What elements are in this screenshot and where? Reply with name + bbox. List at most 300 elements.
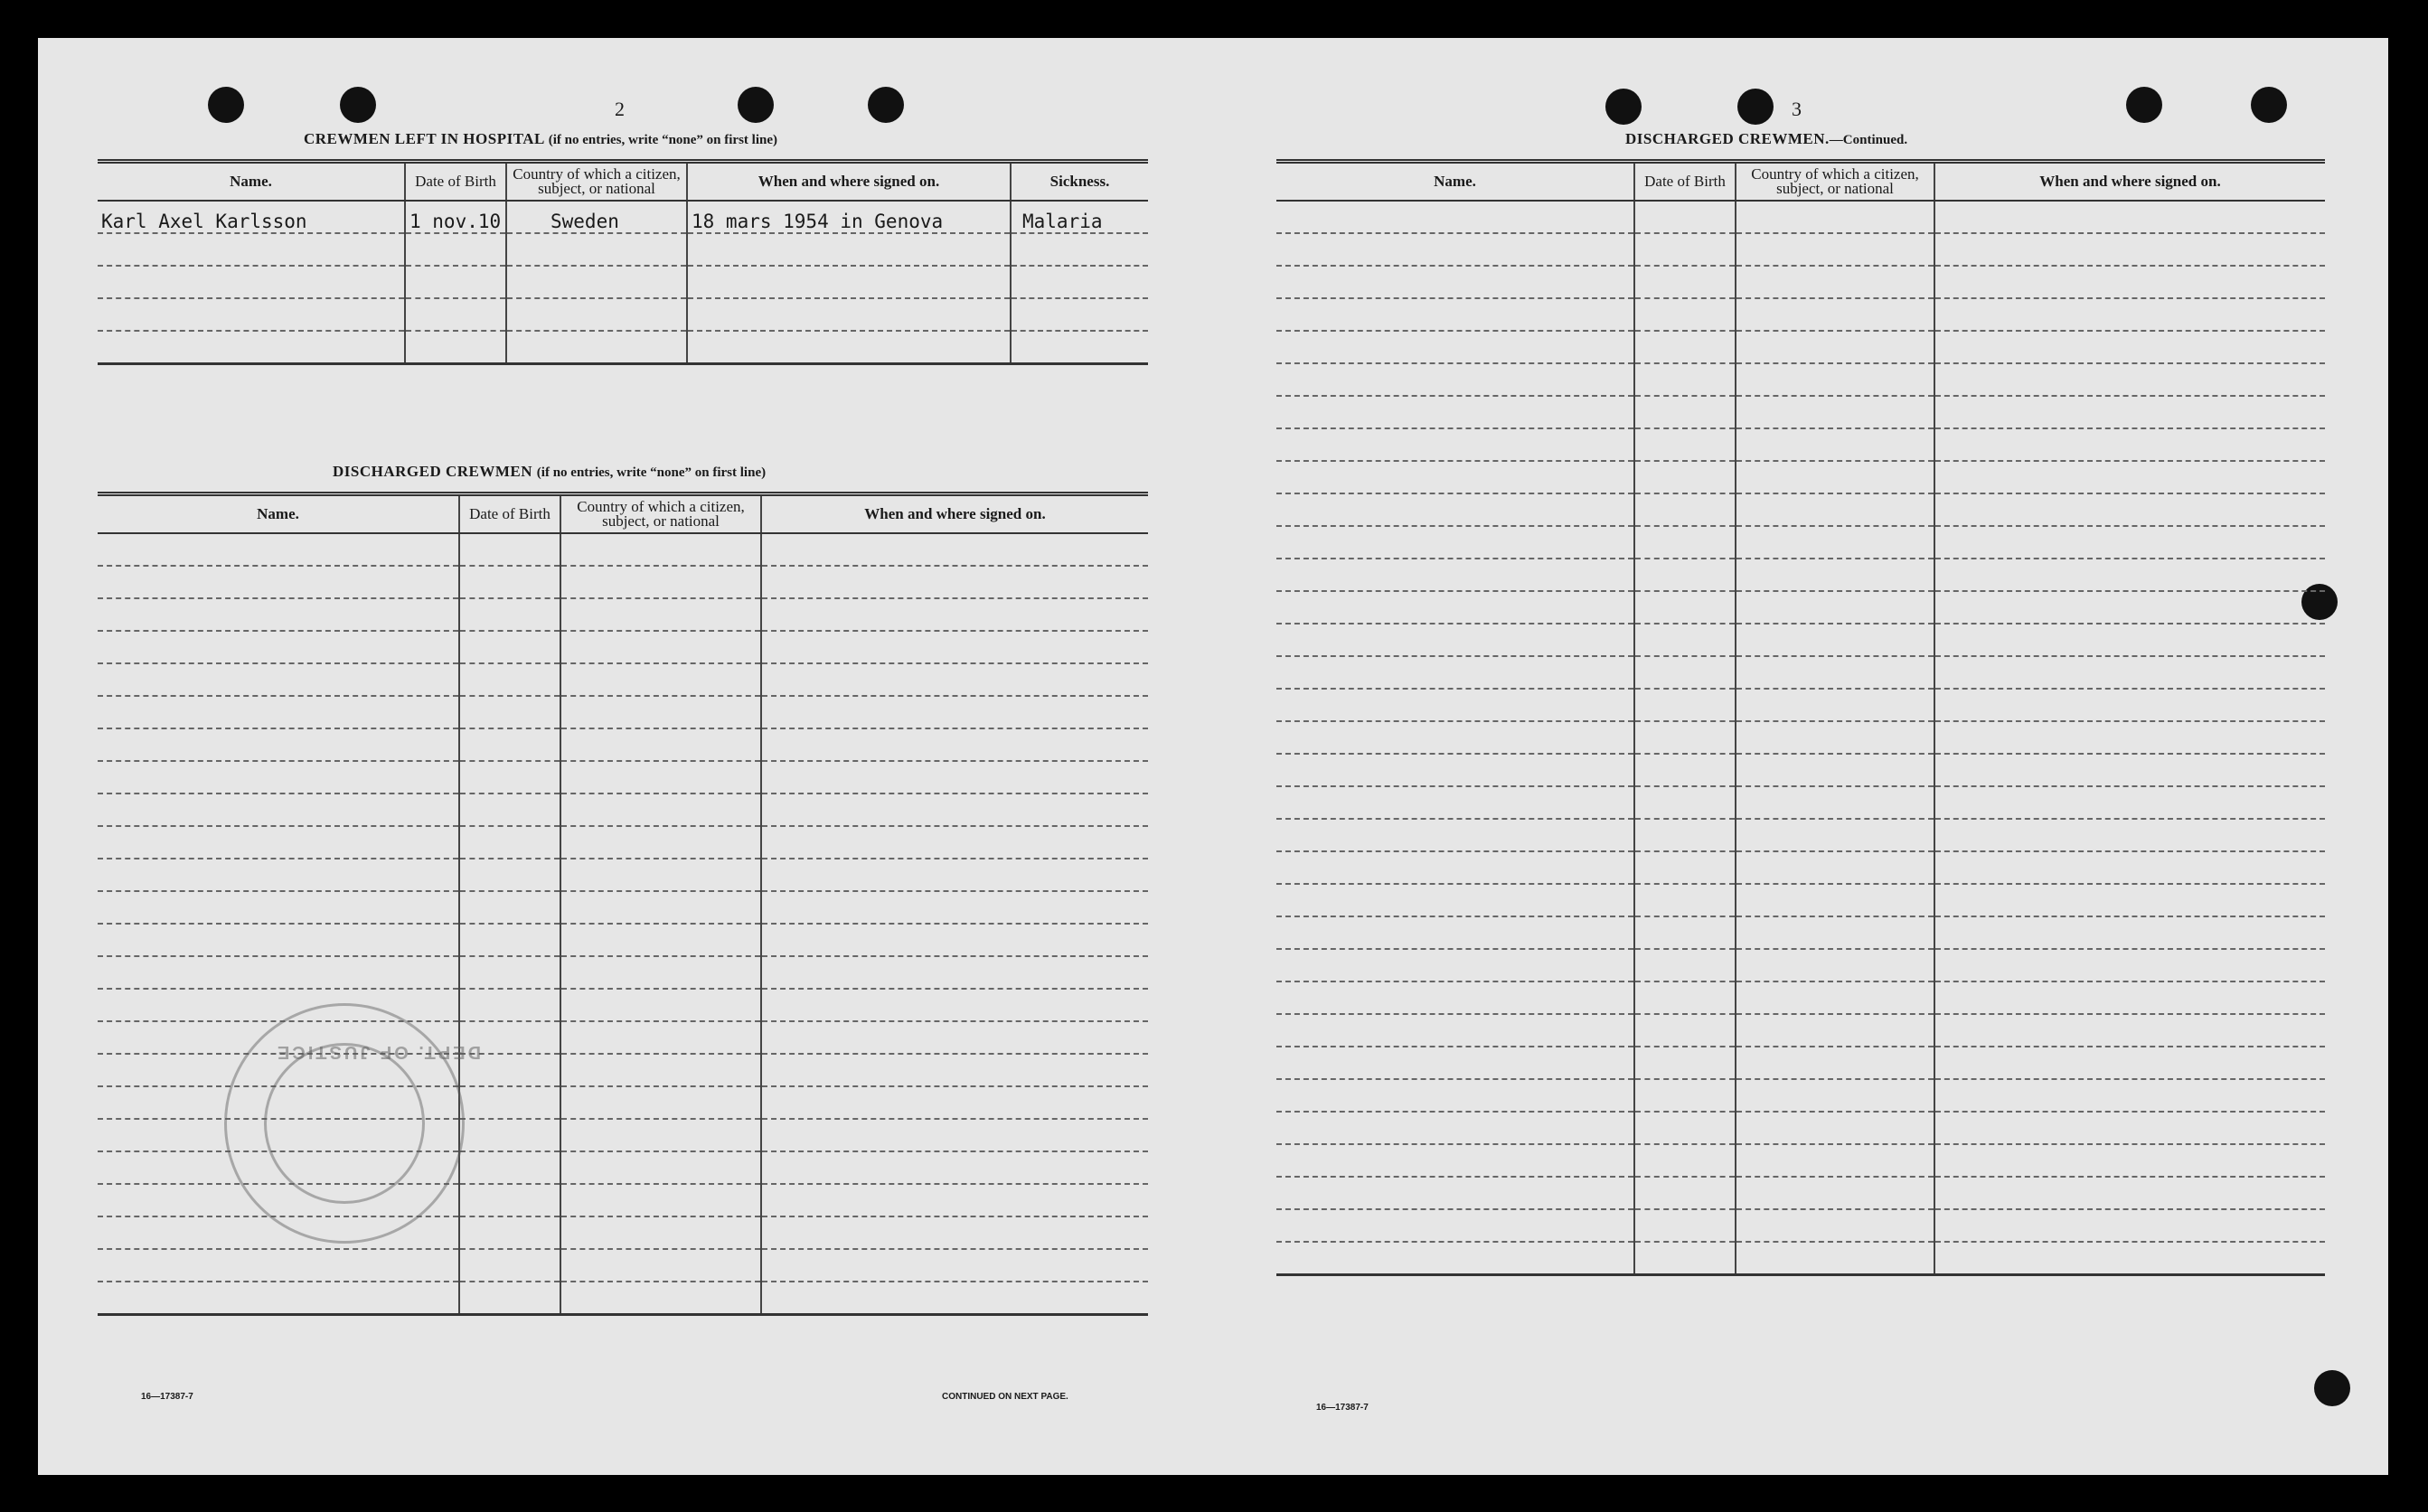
table-row — [98, 794, 1148, 826]
empty-cell — [1634, 1014, 1736, 1047]
empty-cell — [459, 859, 560, 891]
empty-cell — [1934, 526, 2325, 559]
empty-cell — [1634, 981, 1736, 1014]
empty-cell — [1934, 1242, 2325, 1275]
empty-cell — [98, 696, 459, 728]
stamp-text: DEPT. OF JUSTICE — [275, 1042, 482, 1062]
table-row — [1276, 624, 2325, 656]
empty-cell — [560, 1119, 761, 1151]
empty-cell — [1634, 493, 1736, 526]
table-row — [1276, 851, 2325, 884]
empty-cell — [459, 1119, 560, 1151]
empty-cell — [459, 1249, 560, 1282]
empty-cell — [1634, 1177, 1736, 1209]
table-row — [1276, 754, 2325, 786]
table-row — [98, 598, 1148, 631]
empty-cell — [1736, 754, 1934, 786]
empty-cell — [1276, 363, 1634, 396]
discharged-table-right — [1276, 159, 2325, 1276]
hospital-title-note: (if no entries, write “none” on first line) — [548, 133, 777, 147]
empty-cell — [560, 566, 761, 598]
table-row — [1276, 461, 2325, 493]
cell-sickness: Malaria — [1011, 201, 1148, 233]
table-row — [1276, 916, 2325, 949]
empty-cell — [1634, 721, 1736, 754]
empty-cell — [98, 1249, 459, 1282]
empty-cell — [459, 761, 560, 794]
header-signed-on: When and where signed on. — [1934, 162, 2325, 202]
header-sickness: Sickness. — [1011, 162, 1148, 202]
empty-cell — [1276, 461, 1634, 493]
empty-cell — [1736, 526, 1934, 559]
empty-cell — [1276, 298, 1634, 331]
empty-cell — [1736, 363, 1934, 396]
empty-cell — [459, 631, 560, 663]
empty-cell — [459, 794, 560, 826]
empty-cell — [1276, 689, 1634, 721]
official-stamp-inner — [264, 1043, 425, 1204]
empty-cell — [1934, 461, 2325, 493]
table-row — [1276, 1079, 2325, 1112]
empty-cell — [1634, 1079, 1736, 1112]
empty-cell — [560, 859, 761, 891]
empty-cell — [1736, 1079, 1934, 1112]
empty-cell — [761, 1021, 1148, 1054]
empty-cell — [761, 696, 1148, 728]
empty-cell — [761, 924, 1148, 956]
empty-cell — [761, 956, 1148, 989]
continued-note: CONTINUED ON NEXT PAGE. — [942, 1392, 1068, 1402]
empty-cell — [761, 598, 1148, 631]
empty-cell — [1934, 363, 2325, 396]
empty-cell — [1276, 949, 1634, 981]
table-row — [1276, 331, 2325, 363]
empty-cell — [98, 794, 459, 826]
hospital-section-title — [304, 130, 777, 148]
empty-cell — [560, 533, 761, 566]
empty-cell — [560, 1184, 761, 1216]
empty-cell — [459, 598, 560, 631]
empty-cell — [1736, 656, 1934, 689]
table-row — [98, 533, 1148, 566]
empty-cell — [1736, 1144, 1934, 1177]
header-name: Name. — [98, 162, 405, 202]
empty-cell — [1634, 331, 1736, 363]
empty-cell — [1276, 624, 1634, 656]
table-row — [1276, 1047, 2325, 1079]
empty-cell — [1634, 1144, 1736, 1177]
empty-cell — [560, 1151, 761, 1184]
empty-cell — [1934, 624, 2325, 656]
form-number-left: 16—17387-7 — [141, 1392, 193, 1402]
punch-hole — [1605, 89, 1642, 125]
table-row — [98, 859, 1148, 891]
empty-cell — [1934, 819, 2325, 851]
empty-cell — [1934, 689, 2325, 721]
empty-cell — [1634, 656, 1736, 689]
empty-cell — [761, 1151, 1148, 1184]
table-row — [98, 233, 1148, 266]
header-dob: Date of Birth — [405, 162, 506, 202]
empty-cell — [1634, 689, 1736, 721]
empty-cell — [1934, 266, 2325, 298]
punch-hole — [208, 87, 244, 123]
empty-cell — [1736, 851, 1934, 884]
table-row — [98, 1282, 1148, 1315]
empty-cell — [1934, 493, 2325, 526]
empty-cell — [1276, 331, 1634, 363]
empty-cell — [1634, 624, 1736, 656]
table-row — [1276, 233, 2325, 266]
empty-cell — [459, 663, 560, 696]
header-country: Country of which a citizen, subject, or national — [1736, 162, 1934, 202]
table-row — [1276, 1014, 2325, 1047]
empty-cell — [98, 761, 459, 794]
empty-cell — [98, 728, 459, 761]
empty-cell — [1934, 1047, 2325, 1079]
punch-hole — [2251, 87, 2287, 123]
punch-hole — [1737, 89, 1774, 125]
empty-cell — [1276, 396, 1634, 428]
empty-cell — [1634, 559, 1736, 591]
empty-cell — [761, 631, 1148, 663]
empty-cell — [560, 696, 761, 728]
empty-cell — [560, 924, 761, 956]
empty-cell — [1276, 1047, 1634, 1079]
empty-cell — [1736, 559, 1934, 591]
table-row — [1276, 396, 2325, 428]
empty-cell — [560, 1021, 761, 1054]
empty-cell — [1736, 591, 1934, 624]
table-row — [98, 891, 1148, 924]
discharged-title-text: DISCHARGED CREWMEN — [333, 463, 533, 480]
empty-cell — [761, 1282, 1148, 1315]
empty-cell — [1736, 689, 1934, 721]
empty-cell — [761, 794, 1148, 826]
empty-cell — [560, 598, 761, 631]
table-row — [98, 1216, 1148, 1249]
empty-cell — [1934, 1177, 2325, 1209]
table-row — [1276, 591, 2325, 624]
table-row — [1276, 819, 2325, 851]
empty-cell — [1634, 591, 1736, 624]
punch-hole — [2314, 1370, 2350, 1406]
empty-cell — [1276, 851, 1634, 884]
empty-cell — [560, 663, 761, 696]
empty-cell — [1634, 461, 1736, 493]
empty-cell — [1634, 526, 1736, 559]
empty-cell — [459, 956, 560, 989]
empty-cell — [1934, 1014, 2325, 1047]
empty-cell — [1934, 1209, 2325, 1242]
header-dob: Date of Birth — [459, 494, 560, 534]
empty-cell — [1634, 851, 1736, 884]
empty-cell — [761, 1216, 1148, 1249]
table-row — [1276, 689, 2325, 721]
empty-cell — [1634, 1209, 1736, 1242]
table-row — [98, 566, 1148, 598]
empty-cell — [560, 1054, 761, 1086]
empty-cell — [1634, 266, 1736, 298]
empty-cell — [761, 1249, 1148, 1282]
empty-cell — [761, 728, 1148, 761]
table-row — [98, 266, 1148, 298]
empty-cell — [1634, 884, 1736, 916]
empty-cell — [761, 891, 1148, 924]
punch-hole — [738, 87, 774, 123]
table-row — [1276, 981, 2325, 1014]
hospital-title-text: CREWMEN LEFT IN HOSPITAL — [304, 130, 544, 147]
empty-cell — [1934, 721, 2325, 754]
empty-cell — [1276, 266, 1634, 298]
empty-cell — [1934, 981, 2325, 1014]
empty-cell — [1634, 298, 1736, 331]
empty-cell — [98, 663, 459, 696]
empty-cell — [98, 956, 459, 989]
empty-cell — [560, 1086, 761, 1119]
header-dob: Date of Birth — [1634, 162, 1736, 202]
empty-cell — [459, 989, 560, 1021]
empty-cell — [1736, 1209, 1934, 1242]
empty-cell — [98, 598, 459, 631]
empty-cell — [1634, 201, 1736, 233]
table-row — [1276, 493, 2325, 526]
table-row — [1276, 1112, 2325, 1144]
empty-cell — [1736, 819, 1934, 851]
empty-cell — [1634, 363, 1736, 396]
empty-cell — [761, 566, 1148, 598]
table-row — [1276, 1144, 2325, 1177]
table-row — [98, 1249, 1148, 1282]
empty-cell — [98, 566, 459, 598]
empty-cell — [761, 1054, 1148, 1086]
empty-cell — [1634, 1047, 1736, 1079]
empty-cell — [459, 1184, 560, 1216]
table-row — [98, 728, 1148, 761]
empty-cell — [1276, 233, 1634, 266]
empty-cell — [98, 533, 459, 566]
empty-cell — [1934, 786, 2325, 819]
table-row — [1276, 526, 2325, 559]
table-row — [98, 331, 1148, 364]
empty-cell — [1736, 981, 1934, 1014]
empty-cell — [1934, 559, 2325, 591]
empty-cell — [1276, 656, 1634, 689]
empty-cell — [1736, 1112, 1934, 1144]
empty-cell — [1934, 396, 2325, 428]
empty-cell — [459, 1151, 560, 1184]
hospital-table — [98, 159, 1148, 365]
empty-cell — [761, 1119, 1148, 1151]
empty-cell — [459, 533, 560, 566]
table-row — [1276, 884, 2325, 916]
header-name: Name. — [1276, 162, 1634, 202]
empty-cell — [459, 1216, 560, 1249]
discharged-continued-title — [1625, 130, 1907, 148]
empty-cell — [1934, 428, 2325, 461]
empty-cell — [1276, 591, 1634, 624]
empty-cell — [1736, 298, 1934, 331]
table-row — [1276, 428, 2325, 461]
empty-cell — [459, 891, 560, 924]
table-row — [98, 696, 1148, 728]
empty-cell — [1634, 786, 1736, 819]
header-country: Country of which a citizen, subject, or national — [560, 494, 761, 534]
empty-cell — [1736, 624, 1934, 656]
table-row — [98, 826, 1148, 859]
empty-cell — [1276, 1079, 1634, 1112]
form-number-right: 16—17387-7 — [1316, 1403, 1369, 1413]
cell-name: Karl Axel Karlsson — [98, 201, 405, 233]
empty-cell — [1736, 1047, 1934, 1079]
empty-cell — [1934, 949, 2325, 981]
table-row — [1276, 1242, 2325, 1275]
header-name: Name. — [98, 494, 459, 534]
empty-cell — [1934, 1144, 2325, 1177]
empty-cell — [1934, 884, 2325, 916]
empty-cell — [1934, 656, 2325, 689]
empty-cell — [560, 1216, 761, 1249]
empty-cell — [560, 891, 761, 924]
cell-dob: 1 nov.10 — [405, 201, 506, 233]
empty-cell — [1736, 266, 1934, 298]
empty-cell — [459, 728, 560, 761]
discharged-title-note: (if no entries, write “none” on first line) — [536, 465, 767, 480]
empty-cell — [1934, 331, 2325, 363]
empty-cell — [761, 663, 1148, 696]
empty-cell — [459, 566, 560, 598]
empty-cell — [1634, 1112, 1736, 1144]
empty-cell — [1276, 1112, 1634, 1144]
empty-cell — [98, 826, 459, 859]
empty-cell — [1634, 819, 1736, 851]
table-row — [1276, 786, 2325, 819]
empty-cell — [98, 859, 459, 891]
empty-cell — [1736, 331, 1934, 363]
empty-cell — [1736, 396, 1934, 428]
empty-cell — [560, 826, 761, 859]
table-row — [1276, 363, 2325, 396]
empty-cell — [459, 1086, 560, 1119]
empty-cell — [1934, 754, 2325, 786]
empty-cell — [1934, 298, 2325, 331]
discharged-section-title — [333, 463, 766, 481]
empty-cell — [560, 1249, 761, 1282]
empty-cell — [1634, 428, 1736, 461]
table-row — [1276, 298, 2325, 331]
cell-country: Sweden — [506, 201, 687, 233]
empty-cell — [1736, 461, 1934, 493]
empty-cell — [761, 1086, 1148, 1119]
empty-cell — [1276, 786, 1634, 819]
empty-cell — [1276, 1209, 1634, 1242]
empty-cell — [1736, 428, 1934, 461]
continued-title-note: —Continued. — [1829, 133, 1908, 147]
empty-cell — [1276, 1144, 1634, 1177]
empty-cell — [1736, 233, 1934, 266]
empty-cell — [560, 631, 761, 663]
empty-cell — [1276, 981, 1634, 1014]
empty-cell — [1276, 1014, 1634, 1047]
table-row — [98, 201, 1148, 233]
page-number-right: 3 — [1792, 98, 1802, 120]
empty-cell — [761, 859, 1148, 891]
empty-cell — [560, 761, 761, 794]
empty-cell — [1276, 1177, 1634, 1209]
empty-cell — [1634, 949, 1736, 981]
empty-cell — [98, 1282, 459, 1315]
empty-cell — [98, 631, 459, 663]
empty-cell — [98, 924, 459, 956]
table-row — [1276, 559, 2325, 591]
empty-cell — [1736, 201, 1934, 233]
page-number-left: 2 — [615, 98, 625, 120]
table-row — [1276, 1177, 2325, 1209]
continued-title-text: DISCHARGED CREWMEN. — [1625, 130, 1830, 147]
empty-cell — [1634, 1242, 1736, 1275]
table-row — [98, 989, 1148, 1021]
empty-cell — [761, 761, 1148, 794]
empty-cell — [560, 989, 761, 1021]
table-row — [98, 298, 1148, 331]
table-row — [1276, 201, 2325, 233]
empty-cell — [761, 826, 1148, 859]
punch-hole — [2126, 87, 2162, 123]
empty-cell — [1736, 721, 1934, 754]
punch-hole — [340, 87, 376, 123]
cell-signed-on: 18 mars 1954 in Genova — [687, 201, 1011, 233]
table-row — [1276, 656, 2325, 689]
empty-cell — [459, 924, 560, 956]
empty-cell — [1736, 1242, 1934, 1275]
empty-cell — [1276, 428, 1634, 461]
empty-cell — [1276, 493, 1634, 526]
empty-cell — [1934, 591, 2325, 624]
empty-cell — [1934, 233, 2325, 266]
empty-cell — [560, 956, 761, 989]
empty-cell — [1276, 916, 1634, 949]
empty-cell — [98, 891, 459, 924]
empty-cell — [1934, 1079, 2325, 1112]
empty-cell — [560, 728, 761, 761]
empty-cell — [459, 1282, 560, 1315]
empty-cell — [1736, 884, 1934, 916]
empty-cell — [1634, 233, 1736, 266]
empty-cell — [1736, 1014, 1934, 1047]
empty-cell — [1736, 1177, 1934, 1209]
empty-cell — [761, 533, 1148, 566]
empty-cell — [1934, 851, 2325, 884]
table-row — [1276, 949, 2325, 981]
empty-cell — [98, 989, 459, 1021]
empty-cell — [560, 1282, 761, 1315]
table-row — [98, 924, 1148, 956]
empty-cell — [1934, 1112, 2325, 1144]
empty-cell — [560, 794, 761, 826]
empty-cell — [1276, 201, 1634, 233]
empty-cell — [1634, 754, 1736, 786]
table-row — [98, 663, 1148, 696]
empty-cell — [1276, 884, 1634, 916]
empty-cell — [1276, 1242, 1634, 1275]
empty-cell — [459, 696, 560, 728]
punch-hole — [868, 87, 904, 123]
empty-cell — [1276, 526, 1634, 559]
empty-cell — [1736, 916, 1934, 949]
empty-cell — [1276, 559, 1634, 591]
empty-cell — [1634, 916, 1736, 949]
table-row — [1276, 721, 2325, 754]
